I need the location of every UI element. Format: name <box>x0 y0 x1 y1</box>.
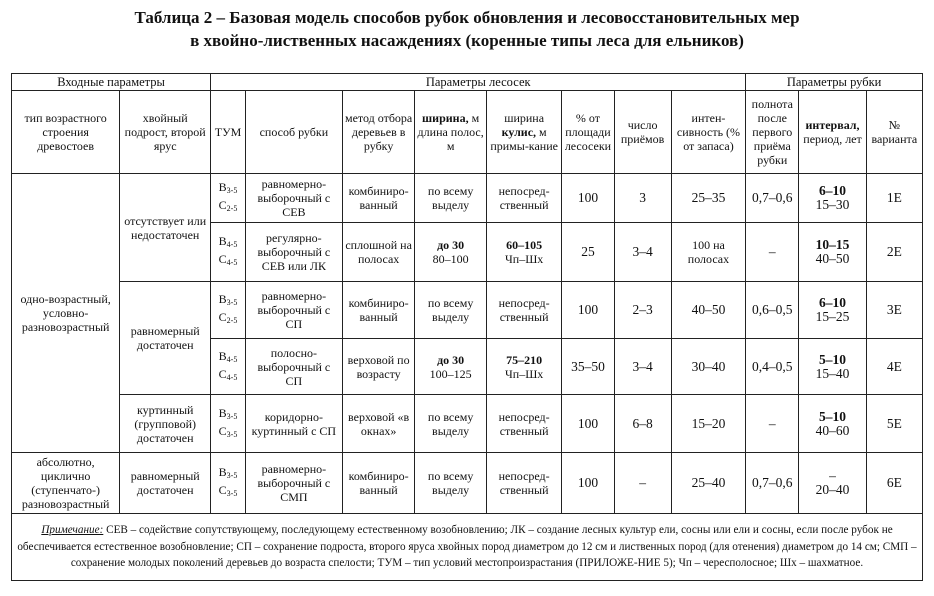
kulis-cell: 60–105 Чп–Шх <box>486 223 562 282</box>
header-kulis: ширина кулис, м примы-кание <box>486 91 562 174</box>
tum-cell: $В_{3-5}$ $С_{3-5}$ <box>211 395 246 453</box>
method-cell: равномерно-выборочный с СП <box>245 282 342 339</box>
tum-cell: $В_{3-5}$ $С_{2-5}$ <box>211 174 246 223</box>
width-cell: по всему выделу <box>415 395 486 453</box>
model-table <box>11 73 923 581</box>
tum-cell: $В_{3-5}$ $С_{2-5}$ <box>211 282 246 339</box>
kulis-cell: непосред- ственный <box>486 453 562 514</box>
header-selection: метод отбора деревьев в рубку <box>342 91 415 174</box>
method-cell: равномерно-выборочный с СЕВ <box>245 174 342 223</box>
passes-cell: 2–3 <box>614 282 671 339</box>
intensity-cell: 25–40 <box>671 453 746 514</box>
header-interval: интервал, период, лет <box>799 91 866 174</box>
table-row <box>12 282 923 339</box>
kulis-cell: 75–210 Чп–Шх <box>486 339 562 395</box>
method-cell: полосно-выборочный с СП <box>245 339 342 395</box>
passes-cell: 3–4 <box>614 339 671 395</box>
group-rubka: Параметры рубки <box>746 74 923 91</box>
caption-line-2: в хвойно-лиственных насаждениях (коренные типы леса для ельников) <box>190 31 744 50</box>
table-row <box>12 453 923 514</box>
intensity-cell: 25–35 <box>671 174 746 223</box>
undergrowth-4: равномерный достаточен <box>120 453 211 514</box>
method-cell: равномерно-выборочный с СМП <box>245 453 342 514</box>
pct-cell: 100 <box>562 174 614 223</box>
table-row <box>12 174 923 223</box>
completeness-cell: 0,4–0,5 <box>746 339 799 395</box>
completeness-cell: 0,7–0,6 <box>746 453 799 514</box>
header-intensity: интен-сивность (% от запаса) <box>671 91 746 174</box>
interval-cell: 10–15 40–50 <box>799 223 866 282</box>
selection-cell: верховой «в окнах» <box>342 395 415 453</box>
header-age: тип возрастного строения древостоев <box>12 91 120 174</box>
group-header-row <box>12 74 923 91</box>
variant-cell: 2Е <box>866 223 922 282</box>
header-variant: № варианта <box>866 91 922 174</box>
header-passes: число приёмов <box>614 91 671 174</box>
table-note: Примечание: СЕВ – содействие сопутствующему, последующему естественному возобновлению; ЛК – создание лесных культур ели, сосны или ели и сосны, если после рубок не обеспечивается естественное возобновление; СП – сохранение подроста, второго яруса хвойных пород диаметром до 12 см и лиственных пород (для отенения) диаметром до 14 см; СМП – сохранение молодых поколений деревьев до возраста спелости; ТУМ – тип условий местопроизрастания (ПРИЛОЖЕ-НИЕ 5); Чп – чересполосное; Шх – шахматное. <box>12 514 923 581</box>
variant-cell: 3Е <box>866 282 922 339</box>
header-tum: ТУМ <box>211 91 246 174</box>
header-width: ширина, м длина полос, м <box>415 91 486 174</box>
interval-cell: 6–10 15–30 <box>799 174 866 223</box>
width-cell: до 30 100–125 <box>415 339 486 395</box>
interval-cell: – 20–40 <box>799 453 866 514</box>
selection-cell: комбиниро-ванный <box>342 453 415 514</box>
selection-cell: комбиниро-ванный <box>342 282 415 339</box>
interval-cell: 5–10 15–40 <box>799 339 866 395</box>
variant-cell: 4Е <box>866 339 922 395</box>
method-cell: регулярно-выборочный с СЕВ или ЛК <box>245 223 342 282</box>
interval-cell: 5–10 40–60 <box>799 395 866 453</box>
header-pct: % от площади лесосеки <box>562 91 614 174</box>
tum-cell: $В_{4-5}$ $С_{4-5}$ <box>211 339 246 395</box>
completeness-cell: – <box>746 223 799 282</box>
intensity-cell: 30–40 <box>671 339 746 395</box>
pct-cell: 100 <box>562 453 614 514</box>
variant-cell: 1Е <box>866 174 922 223</box>
pct-cell: 35–50 <box>562 339 614 395</box>
width-cell: по всему выделу <box>415 282 486 339</box>
completeness-cell: 0,7–0,6 <box>746 174 799 223</box>
header-completeness: полнота после первого приёма рубки <box>746 91 799 174</box>
table-row <box>12 395 923 453</box>
tum-cell: $В_{3-5}$ $С_{3-5}$ <box>211 453 246 514</box>
selection-cell: комбиниро-ванный <box>342 174 415 223</box>
tum-cell: $В_{4-5}$ $С_{4-5}$ <box>211 223 246 282</box>
method-cell: коридорно-куртинный с СП <box>245 395 342 453</box>
undergrowth-1: отсутствует или недостаточен <box>120 174 211 282</box>
interval-cell: 6–10 15–25 <box>799 282 866 339</box>
group-input: Входные параметры <box>12 74 211 91</box>
passes-cell: 3 <box>614 174 671 223</box>
pct-cell: 100 <box>562 395 614 453</box>
undergrowth-3: куртинный (групповой) достаточен <box>120 395 211 453</box>
header-method: способ рубки <box>245 91 342 174</box>
passes-cell: 3–4 <box>614 223 671 282</box>
width-cell: по всему выделу <box>415 453 486 514</box>
table-caption <box>0 6 934 52</box>
width-cell: по всему выделу <box>415 174 486 223</box>
group-lesoseka: Параметры лесосек <box>211 74 746 91</box>
pct-cell: 25 <box>562 223 614 282</box>
kulis-cell: непосред- ственный <box>486 395 562 453</box>
passes-cell: – <box>614 453 671 514</box>
intensity-cell: 100 на полосах <box>671 223 746 282</box>
note-row <box>12 514 923 581</box>
age-structure-a: одно-возрастный, условно-разновозрастный <box>12 174 120 453</box>
completeness-cell: 0,6–0,5 <box>746 282 799 339</box>
pct-cell: 100 <box>562 282 614 339</box>
intensity-cell: 40–50 <box>671 282 746 339</box>
undergrowth-2: равномерный достаточен <box>120 282 211 395</box>
width-cell: до 30 80–100 <box>415 223 486 282</box>
selection-cell: сплошной на полосах <box>342 223 415 282</box>
kulis-cell: непосред- ственный <box>486 282 562 339</box>
passes-cell: 6–8 <box>614 395 671 453</box>
selection-cell: верховой по возрасту <box>342 339 415 395</box>
kulis-cell: непосред- ственный <box>486 174 562 223</box>
variant-cell: 5Е <box>866 395 922 453</box>
header-undergrowth: хвойный подрост, второй ярус <box>120 91 211 174</box>
age-structure-b: абсолютно, циклично (ступенчато-) разновозрастный <box>12 453 120 514</box>
intensity-cell: 15–20 <box>671 395 746 453</box>
completeness-cell: – <box>746 395 799 453</box>
caption-line-1: Таблица 2 – Базовая модель способов рубок обновления и лесовосстановительных мер <box>134 8 800 27</box>
variant-cell: 6Е <box>866 453 922 514</box>
column-header-row <box>12 91 923 174</box>
